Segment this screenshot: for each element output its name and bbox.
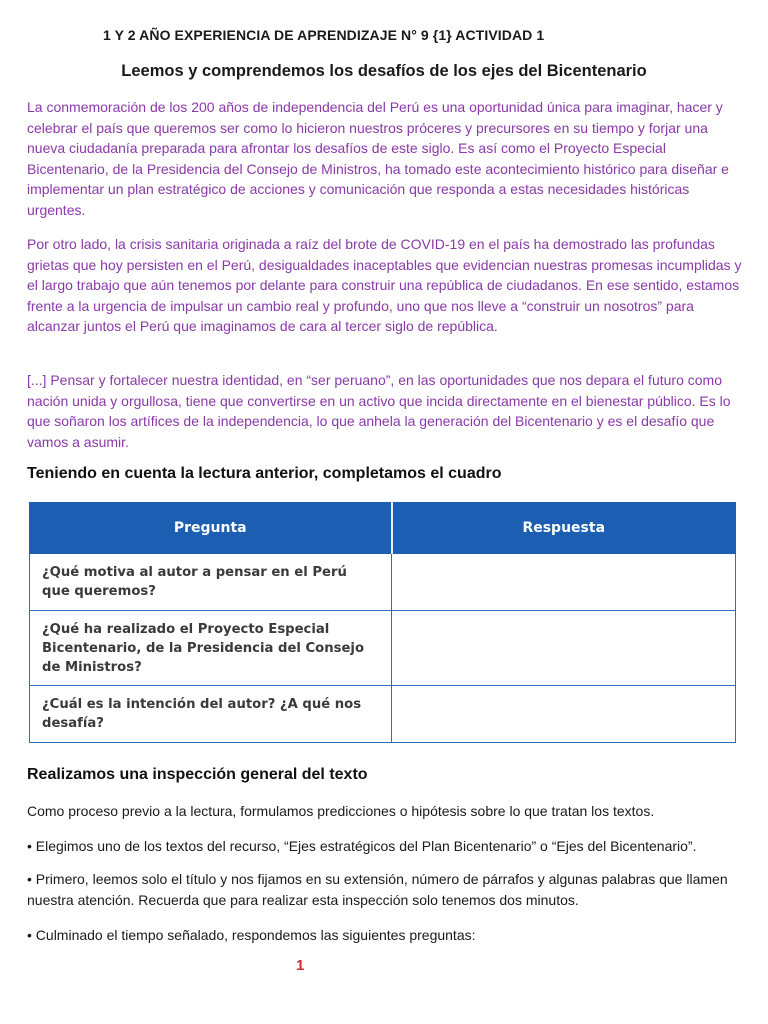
answer-cell[interactable] bbox=[392, 686, 736, 743]
instruction-bullet bbox=[27, 869, 752, 910]
table-row bbox=[30, 686, 736, 743]
question-cell: ¿Qué motiva al autor a pensar en el Perú que queremos? bbox=[30, 554, 392, 611]
section-heading-complete-table: Teniendo en cuenta la lectura anterior, completamos el cuadro bbox=[27, 465, 502, 482]
column-header-respuesta: Respuesta bbox=[392, 503, 736, 554]
instruction-bullet bbox=[27, 836, 752, 857]
reading-text: [...] Pensar y fortalecer nuestra identidad, en “ser peruano”, en las oportunidades que nos depara el futuro como nación unida y orgullosa, tiene que convertirse en un activo que incida directamente en el bienestar público. Es lo que soñaron los artífices de la independencia, lo que anhela la generación del Bicentenario y es el desafío que vamos a asumir. bbox=[27, 372, 731, 450]
section-heading-inspection: Realizamos una inspección general del texto bbox=[27, 766, 368, 783]
instruction-text: • Culminado el tiempo señalado, respondemos las siguientes preguntas: bbox=[27, 927, 476, 943]
table-header-row bbox=[30, 503, 736, 554]
table-row bbox=[30, 611, 736, 686]
reading-paragraph-2 bbox=[27, 234, 749, 337]
table-row bbox=[30, 554, 736, 611]
instruction-bullet bbox=[27, 925, 752, 946]
reading-paragraph-3 bbox=[27, 370, 749, 452]
activity-header: 1 Y 2 AÑO EXPERIENCIA DE APRENDIZAJE N° 9 {1} ACTIVIDAD 1 bbox=[103, 27, 545, 43]
document-title: Leemos y comprendemos los desafíos de los ejes del Bicentenario bbox=[121, 62, 647, 80]
reading-text: La conmemoración de los 200 años de independencia del Perú es una oportunidad única para imaginar, hacer y celebrar el país que queremos ser como lo hicieron nuestros próceres y precursores en su tiempo y forjar una nueva ciudadanía preparada para afrontar los desafíos de este siglo. Es así como el Proyecto Especial Bicentenario, de la Presidencia del Consejo de Ministros, ha tomado este acontecimiento histórico para diseñar e implementar un plan estratégico de acciones y comunicación que responda a estas necesidades históricas urgentes. bbox=[27, 99, 729, 218]
instruction-text: Como proceso previo a la lectura, formulamos predicciones o hipótesis sobre lo que tratan los textos. bbox=[27, 803, 655, 819]
reading-paragraph-1 bbox=[27, 97, 749, 221]
answer-cell[interactable] bbox=[392, 554, 736, 611]
column-header-pregunta: Pregunta bbox=[30, 503, 392, 554]
instruction-text: • Elegimos uno de los textos del recurso, “Ejes estratégicos del Plan Bicentenario” o “Ejes del Bicentenario”. bbox=[27, 838, 697, 854]
question-cell: ¿Qué ha realizado el Proyecto Especial Bicentenario, de la Presidencia del Consejo de Ministros? bbox=[30, 611, 392, 686]
question-answer-table bbox=[29, 502, 736, 743]
instruction-paragraph bbox=[27, 801, 752, 822]
question-cell: ¿Cuál es la intención del autor? ¿A qué nos desafía? bbox=[30, 686, 392, 743]
page-number: 1 bbox=[296, 957, 305, 974]
instruction-text: • Primero, leemos solo el título y nos fijamos en su extensión, número de párrafos y algunas palabras que llamen nuestra atención. Recuerda que para realizar esta inspección solo tenemos dos minutos. bbox=[27, 871, 728, 908]
reading-text: Por otro lado, la crisis sanitaria originada a raíz del brote de COVID-19 en el país ha demostrado las profundas grietas que hoy persisten en el Perú, desigualdades inaceptables que evidencian nuestras promesas incumplidas y el largo trabajo que aún tenemos por delante para construir una república de ciudadanos. En ese sentido, estamos frente a la urgencia de impulsar un cambio real y profundo, uno que nos lleve a “construir un nosotros” para alcanzar juntos el Perú que imaginamos de cara al tercer siglo de república. bbox=[27, 236, 742, 335]
answer-cell[interactable] bbox=[392, 611, 736, 686]
